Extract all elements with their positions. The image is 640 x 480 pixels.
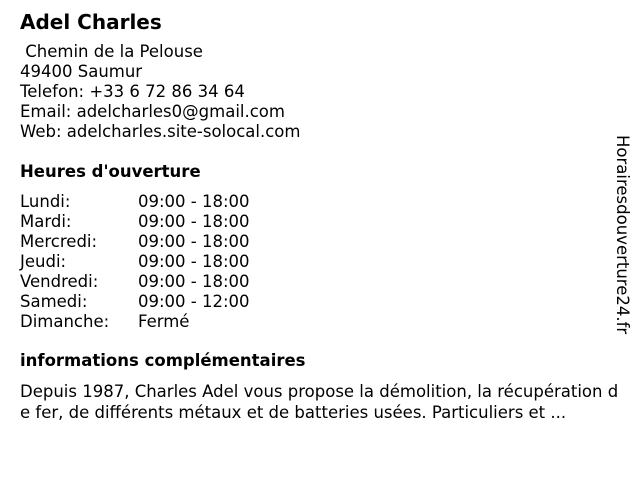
day-label: Lundi: [20,192,71,211]
hours-row-monday [20,192,622,212]
hours-row-wednesday [20,232,622,252]
day-label: Jeudi: [20,252,67,271]
opening-hours-table [20,192,622,332]
additional-info-heading: informations complémentaires [20,351,306,370]
contact-block [20,42,622,142]
business-description: Depuis 1987, Charles Adel vous propose la démolition, la récupération de fer, de différents métaux et de batteries usées. Particuliers et ... [20,382,619,422]
hours-row-saturday [20,292,622,312]
hours-row-friday [20,272,622,292]
email-line: Email: adelcharles0@gmail.com [20,102,285,121]
hours-value: 09:00 - 12:00 [138,292,250,311]
hours-value: 09:00 - 18:00 [138,272,250,291]
site-watermark: Horairesdouverture24.fr [613,135,632,335]
phone-line: Telefon: +33 6 72 86 34 64 [20,82,245,101]
day-label: Vendredi: [20,272,99,291]
address-city: 49400 Saumur [20,62,143,81]
website-line: Web: adelcharles.site-solocal.com [20,122,301,141]
hours-row-sunday [20,312,622,332]
day-label: Mardi: [20,212,72,231]
day-label: Mercredi: [20,232,98,251]
day-label: Dimanche: [20,312,110,331]
opening-hours-heading: Heures d'ouverture [20,162,201,181]
day-label: Samedi: [20,292,88,311]
hours-value: 09:00 - 18:00 [138,252,250,271]
hours-value: Fermé [138,312,190,331]
hours-value: 09:00 - 18:00 [138,192,250,211]
hours-row-tuesday [20,212,622,232]
business-card [20,10,622,423]
business-name: Adel Charles [20,10,162,34]
address-street: Chemin de la Pelouse [20,42,203,61]
hours-row-thursday [20,252,622,272]
hours-value: 09:00 - 18:00 [138,232,250,251]
hours-value: 09:00 - 18:00 [138,212,250,231]
